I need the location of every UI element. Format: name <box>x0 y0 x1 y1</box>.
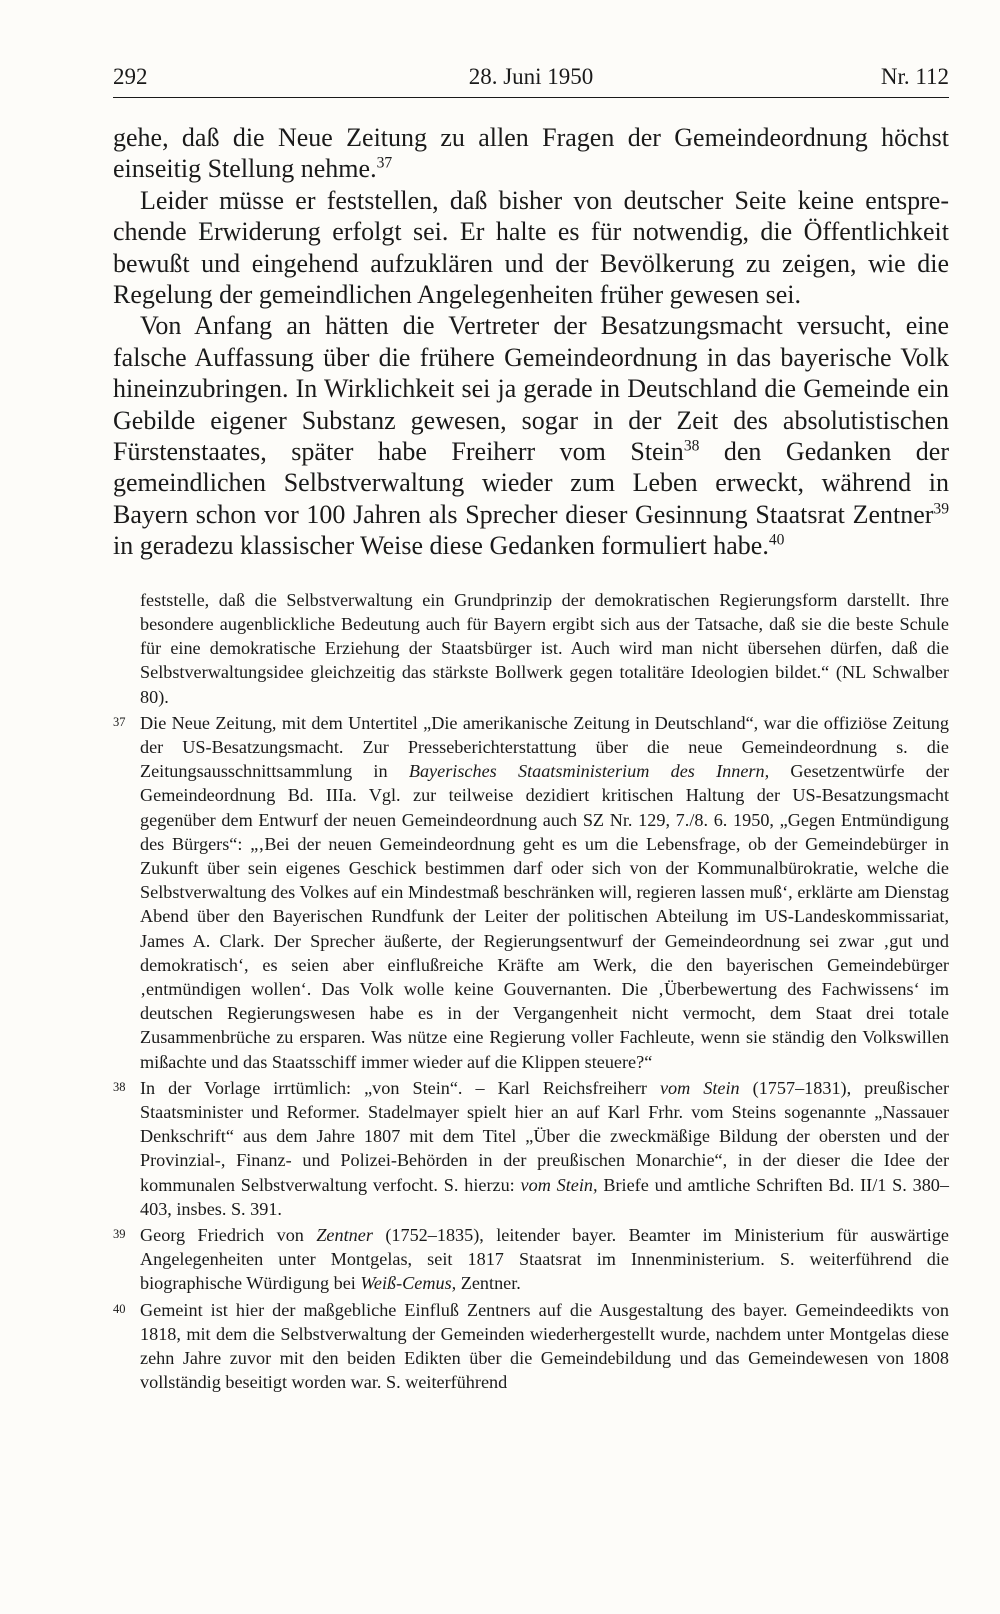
footnote-ref-37[interactable]: 37 <box>376 155 393 173</box>
paragraph-3 <box>113 310 949 561</box>
footnotes <box>113 588 949 1395</box>
footnote-ref-38[interactable]: 38 <box>683 437 700 455</box>
footnote-number: 40 <box>113 1301 126 1316</box>
footnote-38-text-a: In der Vorlage irrtümlich: „von Stein“. – Karl Reichsfreiherr <box>140 1077 660 1098</box>
footnote-38-text-b: (1757–1831), preußischer Staatsminister und Reformer. Stadelmayer spielt hier an auf Karl Frhr. vom Steins sogenannte „Nassauer Denkschrift“ aus dem Jahre 1807 mit dem Titel „Über die zweckmäßige Bildung der obersten und der Provinzial-, Finanz- und Polizei-Behörden in der preußischen Monarchie“, in der dieser die Idee der kommunalen Selbstverwaltung verfocht. S. hierzu: <box>140 1077 950 1195</box>
footnote-38 <box>113 1076 949 1221</box>
footnote-37 <box>113 711 949 1074</box>
footnote-40 <box>113 1298 949 1395</box>
footnote-39-italic-2: Weiß-Cemus, <box>360 1273 457 1294</box>
footnote-37-text-a: Die Neue Zeitung, mit dem Untertitel „Die amerikanische Zeitung in Deutschland“, war die offiziöse Zeitung der US-Besatzungsmacht. Zur Presseberichterstattung über die neue Gemeindeordnung s. die Zeitungsausschnittsammlung in <box>140 712 949 782</box>
paragraph-3-text-b: den Gedanken der gemeindlichen Selbstverwaltung wieder zum Leben erweckt, während in Bayern schon vor 100 Jahren als Sprecher dieser Gesinnung Staatsrat Zentner <box>113 437 949 529</box>
footnote-number: 39 <box>113 1226 126 1241</box>
footnote-39-text-c: Zentner. <box>456 1273 521 1294</box>
running-head <box>113 64 949 98</box>
page <box>113 64 949 1396</box>
footnote-continuation-text: feststelle, daß die Selbstverwaltung ein Grundprinzip der demokratischen Regierungsform darstellt. Ihre besondere augenblickliche Bedeutung auch für Bayern ergibt sich aus der Tatsache, daß sie die beste Schule für eine demokratische Erziehung der Staatsbürger ist. Auch wird man nicht übersehen dürfen, daß die Selbstverwaltungsidee gleichzeitig das stärkste Bollwerk gegen totalitäre Ideologien bildet.“ (NL Schwalber 80). <box>140 589 949 707</box>
paragraph-1 <box>113 122 949 185</box>
paragraph-3-text-c: in geradezu klassischer Weise diese Gedanken formuliert habe. <box>113 531 769 561</box>
footnote-ref-40[interactable]: 40 <box>768 531 785 549</box>
document-number: Nr. 112 <box>880 64 949 89</box>
paragraph-1-text: gehe, daß die Neue Zeitung zu allen Fragen der Gemeindeordnung höchst einseitig Stellung nehme. <box>113 123 949 184</box>
page-number: 292 <box>113 64 148 89</box>
footnote-39-text-b: (1752–1835), leitender bayer. Beamter im Ministerium für auswärtige Angelegenheiten unter Montgelas, seit 1817 Staatsrat im Innenministerium. S. weiterführend die biographische Würdigung bei <box>140 1224 949 1294</box>
footnote-39 <box>113 1223 949 1296</box>
footnote-continuation <box>113 588 949 709</box>
footnote-40-text: Gemeint ist hier der maßgebliche Einfluß Zentners auf die Ausgestaltung des bayer. Gemeindeedikts von 1818, mit dem die Selbstverwaltung der Gemeinden wiederhergestellt wurde, nachdem unter Montgelas diese zehn Jahre zuvor mit den beiden Edikten über die Gemeindebildung und das Gemeindewesen von 1808 vollständig beseitigt worden war. S. weiterführend <box>140 1299 949 1393</box>
footnote-ref-39[interactable]: 39 <box>933 500 949 518</box>
footnote-37-text-b: Gesetzentwürfe der Gemeindeordnung Bd. IIIa. Vgl. zur teilweise dezidiert kritischen Haltung der US-Besatzungsmacht gegenüber dem Entwurf der neuen Gemeindeordnung auch SZ Nr. 129, 7./8. 6. 1950, „Gegen Entmündigung des Bürgers“: „‚Bei der neuen Gemeindeordnung geht es um die Lebensfrage, ob der Gemeindebürger in Zukunft über sein eigenes Geschick bestimmen darf oder sich von der Kommunalbürokratie, welche die Selbstverwaltung des Volkes auf ein Mindestmaß beschränken will, regieren lassen muß‘, erklärte am Dienstag Abend über den Bayerischen Rundfunk der Leiter der politischen Abteilung im US-Landeskommissariat, James A. Clark. Der Sprecher äußerte, der Regierungsentwurf der Gemeindeordnung sei zwar ‚gut und demokratisch‘, es seien aber einflußreiche Kräfte am Werk, die den bayerischen Gemeindebürger ‚entmündigen wollen‘. Das Volk wolle keine Gouvernanten. Die ‚Überbewertung des Fachwissens‘ im deutschen Regierungswesen habe es in der Vergangenheit nicht vermocht, dem Staat drei totale Zusammenbrüche zu ersparen. Was nütze eine Regierung voller Fachleute, wenn sie ständig den Volkswillen mißachte und das Staatsschiff immer wieder auf die Klippen steuere?“ <box>140 761 949 1072</box>
paragraph-3-text-a: Von Anfang an hätten die Vertreter der Besatzungsmacht versucht, eine falsche Auffassung über die frühere Gemeindeordnung in das bayerische Volk hineinzubringen. In Wirklichkeit sei ja gerade in Deutschland die Gemeinde ein Gebilde eigener Substanz gewesen, sogar in der Zeit des absolutistischen Fürstenstaates, später habe Freiherr vom Stein <box>113 311 949 467</box>
footnote-37-italic: Bayerisches Staatsministerium des Innern, <box>408 761 770 782</box>
footnote-39-italic-1: Zentner <box>316 1224 373 1245</box>
running-head-date: 28. Juni 1950 <box>468 64 594 89</box>
footnote-number: 37 <box>113 714 126 729</box>
footnote-38-italic-1: vom Stein <box>659 1077 740 1098</box>
paragraph-2: Leider müsse er feststellen, daß bisher von deutscher Seite keine entsprechende Erwiderung erfolgt sei. Er halte es für notwendig, die Öffentlichkeit bewußt und eingehend aufzuklären und der Bevölkerung zu zeigen, wie die Regelung der gemeindlichen Angelegenheiten früher gewesen sei. <box>113 185 949 310</box>
footnote-39-text-a: Georg Friedrich von <box>140 1224 317 1245</box>
main-text <box>113 122 949 562</box>
footnote-38-text-c: Briefe und amtliche Schriften Bd. II/1 S. 380–403, insbes. S. 391. <box>140 1174 949 1219</box>
footnote-number: 38 <box>113 1079 126 1094</box>
footnote-38-italic-2: vom Stein, <box>520 1174 598 1195</box>
